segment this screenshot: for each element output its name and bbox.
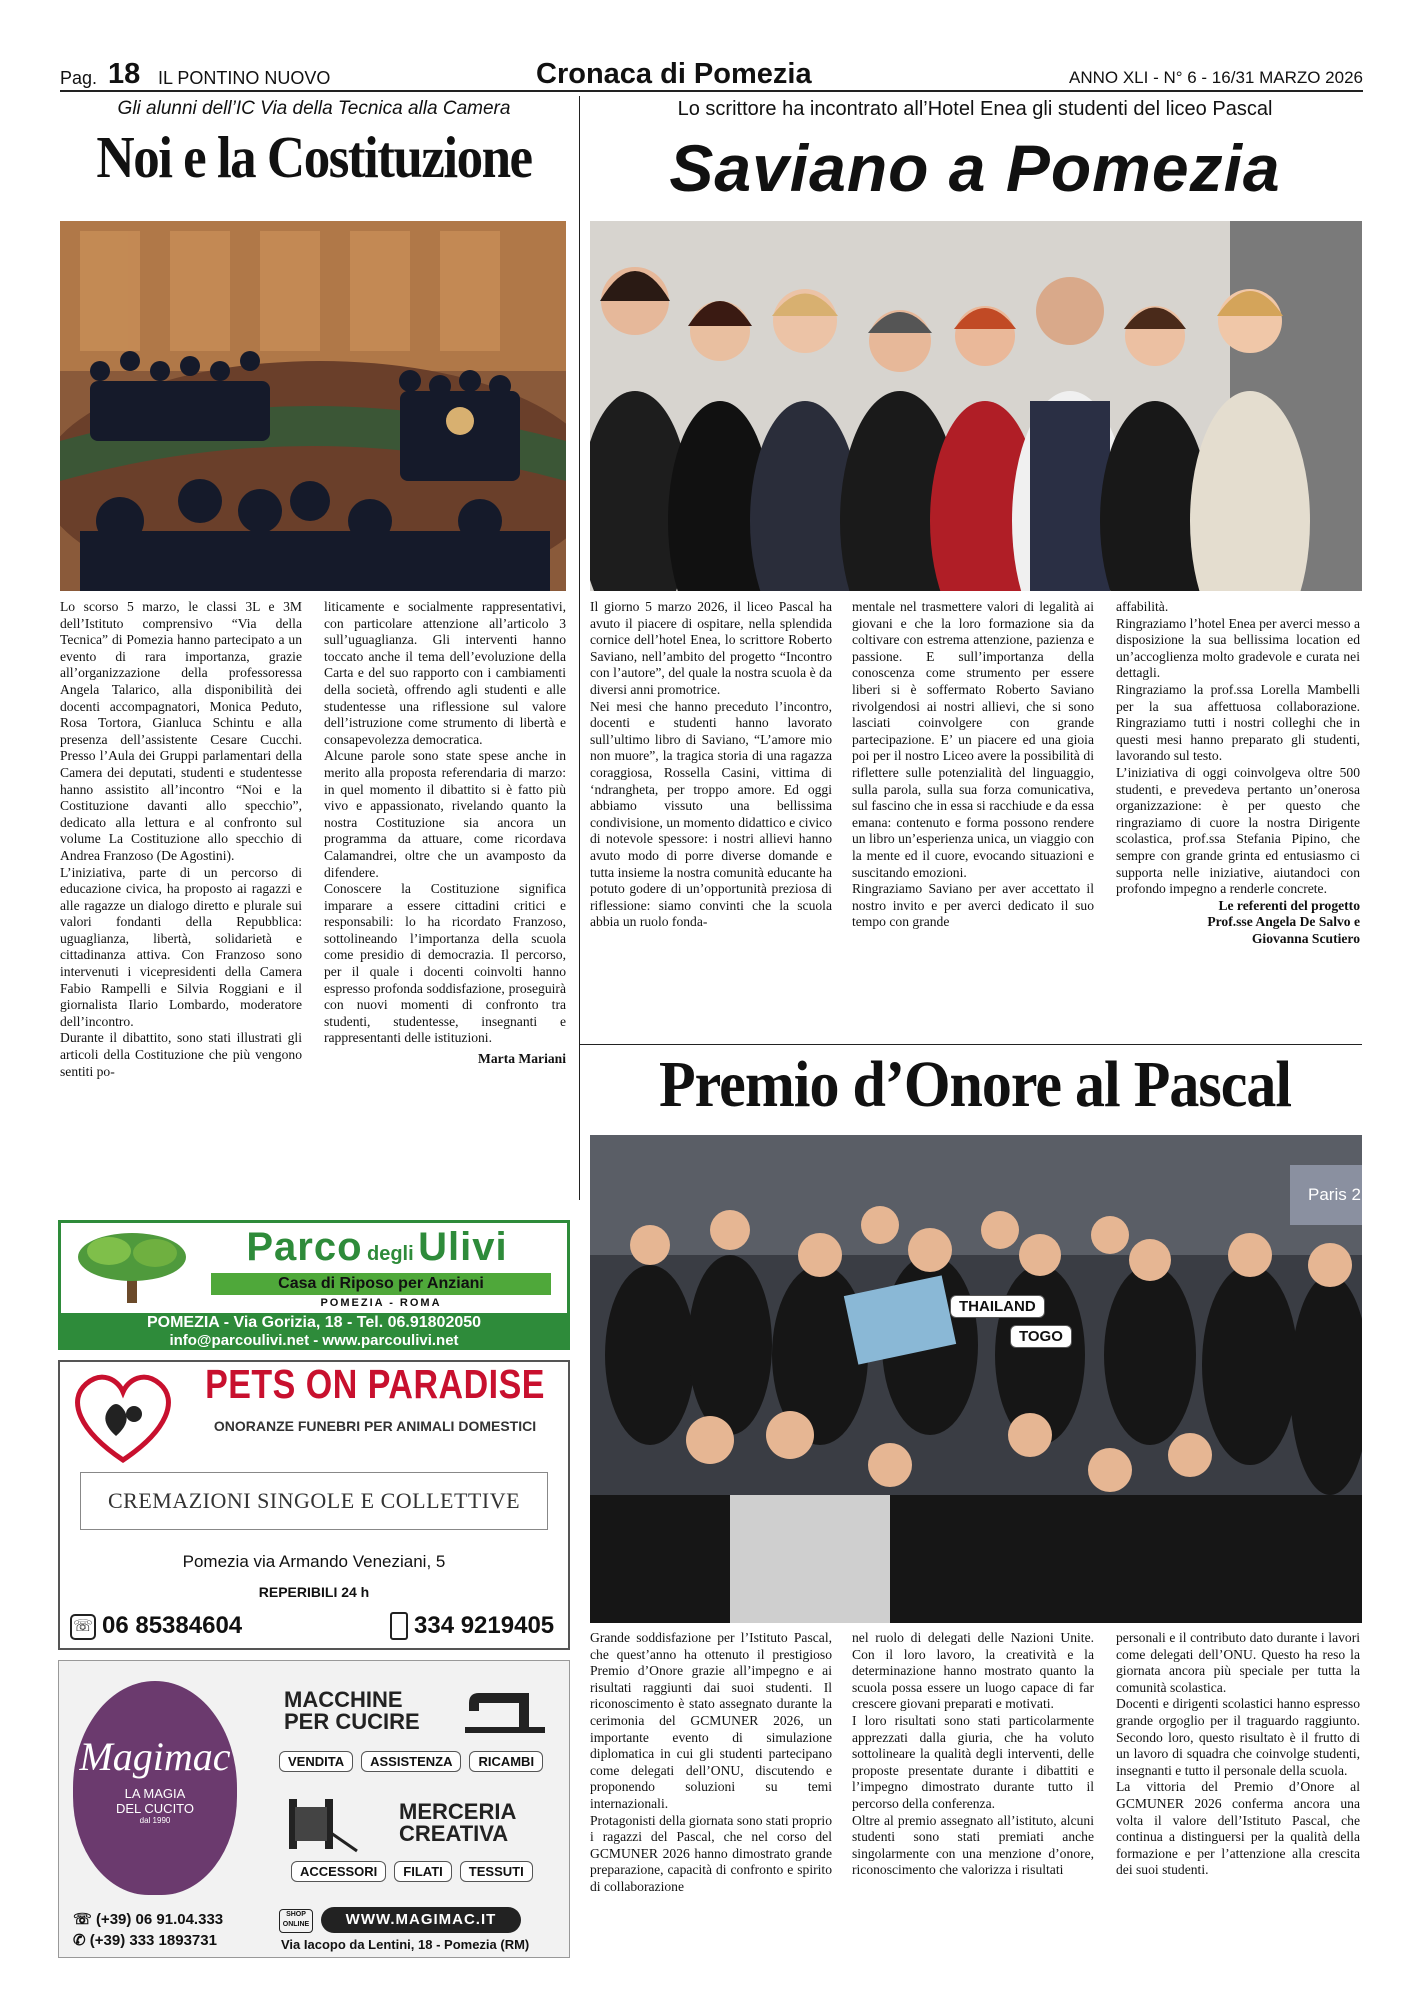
- magimac-address: Via Iacopo da Lentini, 18 - Pomezia (RM): [281, 1937, 530, 1952]
- ad-pets-paradise[interactable]: [58, 1360, 570, 1650]
- sewing-machine-icon: [459, 1683, 551, 1739]
- masthead: [60, 58, 1363, 90]
- article-premio-col2: [852, 1630, 1094, 1879]
- pets-address: Pomezia via Armando Veneziani, 5: [182, 1552, 446, 1571]
- phone-icon: ☏: [73, 1911, 92, 1928]
- paragraph: Alcune parole sono state spese anche in merito alla proposta referendaria di marzo: in quel momento il dibattito si è fatto più vivo e appassionato, rivelando quanto la nostra Costituzione sia ancora un programma da attuare, come ricordava Calamandrei, oltre che un avamposto da difendere.: [324, 748, 566, 880]
- paragraph: Grande soddisfazione per l’Istituto Pascal, che quest’anno ha ottenuto il prestigioso Premio d’Onore grazie all’impegno e ai risultati raggiunti dai suoi studenti. Il riconoscimento è stato assegnato durante la cerimonia del GCMUNER 2026, un importante evento di simulazione diplomatica in cui gli studenti partecipano come delegati dell’ONU, discutendo e proponendo soluzioni su temi internazionali.: [590, 1630, 832, 1811]
- article-premio-col1: [590, 1630, 832, 1896]
- paragraph: La vittoria del Premio d’Onore al GCMUNER 2026 conferma ancora una volta il valore dell’Istituto Pascal, che continua a distinguersi per la qualità della formazione e per l’attenzione alla crescita dei suoi studenti.: [1116, 1779, 1360, 1878]
- article-saviano-col2: [852, 599, 1094, 931]
- masthead-rule: [60, 90, 1363, 92]
- paragraph: Nei mesi che hanno preceduto l’incontro, docenti e studenti hanno lavorato sull’ultimo libro di Saviano, “L’amore mio non muore”, la tragica storia di una ragazza coraggiosa, Rossella Casini, vittima di ‘ndrangheta, per troppo amore. Ed oggi abbiamo vissuto una bellissima condivisione, un momento didattico e civico di notevole spessore: i nostri allievi hanno avuto modo di porre diverse domande e tutta insieme la nostra comunità educante ha potuto godere di un’opportunità preziosa di riflessione: siamo convinti che la scuola abbia un ruolo fonda-: [590, 698, 832, 930]
- article-left-col2: [324, 599, 566, 1068]
- paragraph: L’iniziativa, parte di un percorso di educazione civica, ha proposto ai ragazzi e alle ragazze un dialogo diretto e plurale sui valori fondanti della Repubblica: uguaglianza, libertà, solidarietà e cittadinanza attiva. Con Franzoso sono intervenuti i vicepresidenti della Camera Fabio Rampelli e Silvia Roggiani e il giornalista Ilario Lombardo, moderatore dell’incontro.: [60, 864, 302, 1029]
- paragraph: Il giorno 5 marzo 2026, il liceo Pascal ha avuto il piacere di ospitare, nella splendida cornice dell’hotel Enea, lo scrittore Roberto Saviano, nell’ambito del progetto “Incontro con l’autore”, del quale la nostra scuola è da diversi anni promotrice.: [590, 599, 832, 697]
- paragraph: nel ruolo di delegati delle Nazioni Unite. Con il loro lavoro, la creatività e la determinazione hanno mostrato quanto la scuola possa essere un luogo capace di far crescere giovani preparati e motivati.: [852, 1630, 1094, 1712]
- magimac-whatsapp[interactable]: (+39) 333 1893731: [89, 1932, 217, 1949]
- column-divider: [579, 96, 580, 1200]
- article-left-headline: Noi e la Costituzione: [96, 125, 532, 191]
- paragraph: Ringraziamo l’hotel Enea per averci messo a disposizione la sua bellissima location ed un’accoglienza molto gradevole e curata nei dettagli.: [1116, 615, 1360, 681]
- magimac-title-1a: MACCHINE: [284, 1687, 403, 1712]
- article-saviano-kicker: Lo scrittore ha incontrato all’Hotel Enea gli studenti del liceo Pascal: [677, 98, 1273, 120]
- magimac-brand: Magimac: [79, 1734, 231, 1779]
- mobile-icon: [390, 1612, 408, 1640]
- magimac-button[interactable]: ASSISTENZA: [361, 1751, 461, 1772]
- paragraph: Oltre al premio assegnato all’istituto, alcuni studenti sono stati premiati anche singolarmente con una menzione d’onore, riconoscimento che valorizza i risultati: [852, 1812, 1094, 1878]
- ad-magimac[interactable]: [58, 1660, 570, 1958]
- heart-paws-icon: [68, 1370, 178, 1466]
- article-saviano-col3: [1116, 599, 1360, 947]
- parliament-photo: [60, 221, 566, 591]
- photo-tag: TOGO: [1010, 1325, 1072, 1348]
- signature-line: Prof.sse Angela De Salvo e: [1207, 914, 1360, 930]
- saviano-group-photo: [590, 221, 1362, 591]
- paper-name: IL PONTINO NUOVO: [158, 68, 331, 88]
- olive-tree-icon: [73, 1229, 191, 1305]
- paragraph: L’iniziativa di oggi coinvolgeva oltre 500 studenti, e prevedeva pertanto un’onerosa organizzazione: è per questo che ringraziamo di cuore la nostra Dirigente scolastica, prof.ssa Stefania Pipino, che sempre con grande grinta ed entusiasmo ci supporta nelle iniziative, aiutandoci con profondo impegno a renderle concrete.: [1116, 764, 1360, 897]
- article-premio-col3: [1116, 1630, 1360, 1879]
- photo-tag: THAILAND: [950, 1295, 1045, 1318]
- parco-name-small: degli: [367, 1243, 414, 1265]
- parco-address: POMEZIA - Via Gorizia, 18 - Tel. 06.91802050: [146, 1314, 482, 1331]
- phone-icon: ☏: [70, 1614, 96, 1640]
- paragraph: I loro risultati sono stati particolarmente apprezzati dalla giuria, che ha voluto sottolineare la qualità degli interventi, delle proposte presentate durante i dibattiti e l’impegno dimostrato durante tutto il percorso della conferenza.: [852, 1712, 1094, 1811]
- magimac-button[interactable]: FILATI: [394, 1861, 451, 1882]
- paragraph: Lo scorso 5 marzo, le classi 3L e 3M dell’Istituto comprensivo “Via della Tecnica” di Pomezia hanno partecipato a un evento di rara importanza, grazie all’organizzazione della professoressa Angela Talarico, alla disponibilità dei docenti accompagnatori, Monica Peduto, Rosa Tortora, Gianluca Schintu e alla presenza dell’assistente Cesare Cucchi. Presso l’Aula dei Gruppi parlamentari della Camera dei deputati, studenti e studentesse hanno assistito all’incontro “Noi e la Costituzione davanti allo specchio”, dedicato alla lettura e al confronto sul volume La Costituzione allo specchio di Andrea Franzoso (De Agostini).: [60, 599, 302, 863]
- paragraph: Ringraziamo la prof.ssa Lorella Mambelli per la sua affettuosa collaborazione. Ringraziamo tutti i nostri colleghi che in questi mesi hanno preparato gli studenti, lavorando sul testo.: [1116, 681, 1360, 764]
- pets-availability: REPERIBILI 24 h: [258, 1584, 370, 1600]
- page-number: 18: [108, 58, 141, 90]
- paragraph: Conoscere la Costituzione significa imparare a essere cittadini critici e responsabili: lo ha ricordato Franzoso, sottolineando l’importanza della scuola come presidio di democrazia. Il percorso, per il quale i docenti coinvolti hanno espresso profonda soddisfazione, proseguirà con nuovi momenti di confronto tra studenti, studentesse, insegnanti e rappresentanti delle istituzioni.: [324, 881, 566, 1046]
- magimac-button[interactable]: TESSUTI: [460, 1861, 533, 1882]
- author-signature: Marta Mariani: [478, 1051, 566, 1067]
- magimac-logo-badge: [73, 1681, 237, 1895]
- thread-spool-icon: [281, 1793, 359, 1855]
- magimac-title-1b: PER CUCIRE: [284, 1709, 420, 1734]
- paragraph: mentale nel trasmettere valori di legalità ai giovani e che la loro formazione sia da coltivare con estrema attenzione, pazienza e passione. E sull’importanza della conoscenza come strumento per essere liberi si è soffermato Roberto Saviano rivolgendosi ai nostri allievi, che si sono lasciati coinvolgere con grande partecipazione. E’ un piacere ed una gioia poi per il nostro Liceo avere la possibilità di riflettere sulle potenzialità del linguaggio, sulla parola, sulla sua forza comunicativa, sul fascino che in essa si racchiude e da essa emana: contenuto e forma possono rendere un libro un’esperienza unica, un viaggio con la mente ed il cuore, evocando situazioni e suscitando emozioni.: [852, 599, 1094, 880]
- pets-phone-1[interactable]: 06 85384604: [102, 1612, 243, 1639]
- whatsapp-icon: ✆: [73, 1932, 86, 1949]
- parco-subtitle: Casa di Riposo per Anziani: [211, 1273, 551, 1295]
- paragraph: Protagonisti della giornata sono stati proprio i ragazzi del Pascal, che nel corso del GCMUNER 2026 hanno dimostrato grande preparazione, capacità di confronto e spirito di collaborazione: [590, 1812, 833, 1894]
- magimac-button[interactable]: RICAMBI: [469, 1751, 543, 1772]
- paragraph: Durante il dibattito, sono stati illustrati gli articoli della Costituzione che più vengono sentiti po-: [60, 1030, 302, 1079]
- article-left-col1: [60, 599, 302, 1080]
- paragraph: Docenti e dirigenti scolastici hanno espresso grande orgoglio per il traguardo raggiunto. Secondo loro, questo risultato è il frutto di un lavoro di squadra che coinvolge studenti, insegnanti e tutto il personale della scuola.: [1116, 1696, 1360, 1778]
- magimac-title-2b: CREATIVA: [399, 1821, 509, 1846]
- parco-location: POMEZIA - ROMA: [320, 1297, 442, 1309]
- magimac-tagline-2: DEL CUCITO: [115, 1801, 194, 1816]
- magimac-title-2a: MERCERIA: [399, 1799, 517, 1824]
- issue-info: ANNO XLI - N° 6 - 16/31 MARZO 2026: [1068, 68, 1363, 87]
- paragraph: Ringraziamo Saviano per aver accettato il nostro invito e per averci dedicato il suo tempo con grande: [852, 881, 1094, 930]
- magimac-phone[interactable]: (+39) 06 91.04.333: [95, 1911, 224, 1928]
- article-premio-headline: Premio d’Onore al Pascal: [658, 1047, 1291, 1121]
- signature-line: Le referenti del progetto: [1218, 897, 1360, 913]
- pets-phone-2[interactable]: 334 9219405: [414, 1612, 555, 1639]
- magimac-website[interactable]: WWW.MAGIMAC.IT: [321, 1907, 521, 1933]
- ad-parco-ulivi[interactable]: [58, 1220, 570, 1350]
- premio-group-photo: [590, 1135, 1362, 1623]
- pets-subtitle: ONORANZE FUNEBRI PER ANIMALI DOMESTICI: [213, 1418, 537, 1434]
- pets-service-box: [80, 1472, 548, 1530]
- parco-contact-bar: [61, 1313, 567, 1350]
- parco-name: Parco: [246, 1225, 363, 1269]
- section-rule: [580, 1044, 1362, 1045]
- parco-name-2: Ulivi: [418, 1225, 508, 1269]
- pets-title: PETS ON PARADISE: [205, 1362, 545, 1408]
- article-left-kicker: Gli alunni dell’IC Via della Tecnica alla Camera: [117, 98, 511, 119]
- page-label: Pag.: [60, 68, 98, 88]
- shop-label: SHOP: [286, 1911, 306, 1918]
- photo-sign: Paris 2: [1308, 1185, 1361, 1204]
- parco-web[interactable]: info@parcoulivi.net - www.parcoulivi.net: [169, 1332, 459, 1349]
- magimac-since: dal 1990: [139, 1816, 171, 1825]
- paragraph: personali e il contributo dato durante i lavori come delegati dell’ONU. Questo ha reso la giornata ancora più speciale per tutta la comunità scolastica.: [1116, 1630, 1360, 1695]
- paragraph: liticamente e socialmente rappresentativi, con particolare attenzione all’articolo 3 sull’uguaglianza. Gli interventi hanno toccato anche il tema dell’evoluzione della Carta e del suo rapporto con i cambiamenti della società, offrendo agli studenti e alle studentesse una riflessione sul valore dell’istruzione come strumento di libertà e consapevolezza democratica.: [324, 599, 566, 747]
- magimac-tagline-1: LA MAGIA: [124, 1786, 186, 1801]
- magimac-button[interactable]: ACCESSORI: [291, 1861, 386, 1882]
- magimac-shop-badge: [279, 1909, 313, 1933]
- section-title: Cronaca di Pomezia: [536, 58, 812, 90]
- magimac-button[interactable]: VENDITA: [279, 1751, 353, 1772]
- pets-service: CREMAZIONI SINGOLE E COLLETTIVE: [107, 1488, 521, 1513]
- article-saviano-headline: Saviano a Pomezia: [669, 131, 1281, 205]
- article-saviano-col1: [590, 599, 832, 931]
- shop-label: ONLINE: [282, 1921, 310, 1928]
- signature-line: Giovanna Scutiero: [1251, 930, 1360, 946]
- paragraph: affabilità.: [1116, 599, 1169, 614]
